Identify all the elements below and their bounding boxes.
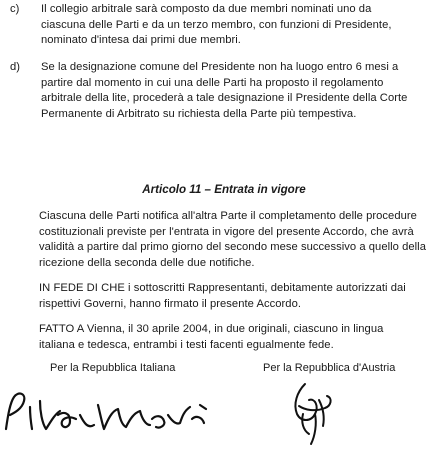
clause-c-line: nominato d'intesa dai primi due membri. xyxy=(41,34,241,47)
signature-label-italy: Per la Repubblica Italiana xyxy=(50,362,176,374)
clause-c-text xyxy=(41,2,392,49)
clause-d-line: Se la designazione comune del Presidente non ha luogo entro 6 mesi a xyxy=(41,61,399,73)
article-line: costituzionali previste per l'entrata in vigore del presente Accordo, che avrà xyxy=(39,225,414,238)
in-fede-line: rispettivi Governi, hanno firmato il presente Accordo. xyxy=(39,297,301,310)
clause-d-text xyxy=(41,60,407,122)
signature-italy-handwritten xyxy=(0,385,215,445)
article-line: Ciascuna delle Parti notifica all'altra Parte il completamento delle procedure xyxy=(39,210,417,222)
fatto-paragraph xyxy=(39,322,383,353)
signature-label-austria: Per la Repubblica d'Austria xyxy=(263,362,396,374)
clause-d-marker: d) xyxy=(10,61,20,73)
clause-d-line: partire dal momento in cui una delle Parti ha proposto il regolamento xyxy=(41,76,384,89)
in-fede-line: IN FEDE DI CHE i sottoscritti Rappresentanti, debitamente autorizzati dai xyxy=(39,282,406,294)
clause-c-marker: c) xyxy=(10,3,20,15)
fatto-line: FATTO A Vienna, il 30 aprile 2004, in due originali, ciascuno in lingua xyxy=(39,323,384,335)
fatto-line: italiana e tedesca, entrambi i testi facenti egualmente fede. xyxy=(39,338,334,351)
article-heading: Articolo 11 – Entrata in vigore xyxy=(142,183,306,196)
clause-d-line: Permanente di Arbitrato su richiesta della Parte più tempestiva. xyxy=(41,107,357,120)
clause-c-line: ciascuna delle Parti e da un terzo membro, con funzioni di Presidente, xyxy=(41,18,392,31)
signature-austria-handwritten xyxy=(285,380,340,450)
clause-d-line: arbitrale della lite, procederà a tale designazione il Presidente della Corte xyxy=(41,92,408,105)
clause-c-line: Il collegio arbitrale sarà composto da due membri nominati uno da xyxy=(41,3,372,15)
article-paragraph xyxy=(39,209,426,271)
article-line: ricezione della seconda delle due notifiche. xyxy=(39,256,255,269)
in-fede-paragraph xyxy=(39,281,406,312)
article-line: validità a partire dal primo giorno del secondo mese successivo a quello della xyxy=(39,241,426,254)
